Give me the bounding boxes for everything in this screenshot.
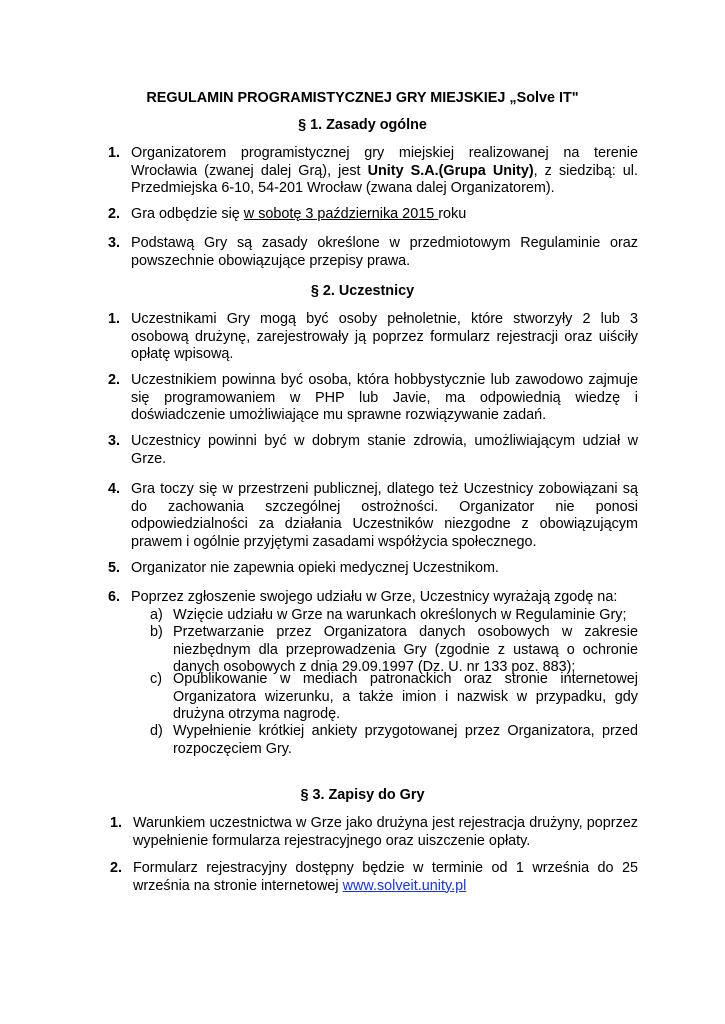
item-text: Organizator nie zapewnia opieki medycznej Uczestnikom. bbox=[131, 560, 499, 576]
item-text: Gra toczy się w przestrzeni publicznej, dlatego też Uczestnicy zobowiązani są do zachowania szczególnej ostrożności. Organizator nie ponosi odpowiedzialności za działania Uczestników niezgodne z obowiązującym prawem i ogólnie przyjętymi zasadami współżycia społecznego. bbox=[131, 481, 638, 550]
section-3-item-1 bbox=[110, 815, 638, 850]
section-1-item-2 bbox=[108, 206, 638, 224]
item-number: 1. bbox=[108, 311, 121, 327]
section-1-item-3 bbox=[108, 235, 638, 270]
item-text: Formularz rejestracyjny dostępny będzie w terminie od 1 września do 25 września na stronie internetowej bbox=[133, 860, 638, 894]
section-2-item-5 bbox=[108, 560, 638, 578]
item-text: Podstawą Gry są zasady określone w przedmiotowym Regulaminie oraz powszechnie obowiązujące przepisy prawa. bbox=[131, 235, 638, 269]
item-text: Uczestnikiem powinna być osoba, która hobbystycznie lub zawodowo zajmuje się programowaniem w PHP lub Javie, ma odpowiednią wiedzę i doświadczenie umożliwiające mu sprawne rozwiązywanie zadań. bbox=[131, 372, 638, 423]
website-link[interactable]: www.solveit.unity.pl bbox=[342, 877, 467, 894]
item-text-continued: , z siedzibą: ul. Przedmiejska 6-10, 54-201 Wrocław (zwana dalej Organizatorem). bbox=[131, 162, 639, 196]
item-text: Uczestnikami Gry mogą być osoby pełnoletnie, które stworzyły 2 lub 3 osobową drużynę, zarejestrowały ją poprzez formularz rejestracji oraz uiściły opłatę wpisową. bbox=[131, 311, 638, 362]
document-title: REGULAMIN PROGRAMISTYCZNEJ GRY MIEJSKIEJ „Solve IT" bbox=[146, 90, 579, 106]
item-number: 2. bbox=[110, 860, 123, 876]
subitem-c bbox=[150, 671, 638, 724]
subitem-text: Przetwarzanie przez Organizatora danych osobowych w zakresie niezbędnym dla przeprowadzenia Gry (zgodnie z ustawą o ochronie danych osobowych z dnia 29.09.1997 (Dz. U. nr 133 poz. 883); bbox=[173, 624, 638, 675]
item-number: 2. bbox=[108, 206, 121, 222]
item-number: 3. bbox=[108, 433, 121, 449]
item-text: Poprzez zgłoszenie swojego udziału w Grze, Uczestnicy wyrażają zgodę na: bbox=[131, 589, 618, 605]
subitem-letter: c) bbox=[150, 671, 162, 687]
subitem-d bbox=[150, 723, 638, 758]
section-2-heading: § 2. Uczestnicy bbox=[310, 283, 415, 299]
subitem-a bbox=[150, 607, 638, 625]
section-3-heading: § 3. Zapisy do Gry bbox=[300, 787, 425, 803]
item-text: Uczestnicy powinni być w dobrym stanie zdrowia, umożliwiającym udział w Grze. bbox=[131, 433, 638, 467]
item-number: 6. bbox=[108, 589, 121, 605]
item-text-continued: roku bbox=[438, 206, 467, 222]
item-text: Organizatorem programistycznej gry miejskiej realizowanej na terenie Wrocławia (zwanej dalej Grą), jest bbox=[131, 145, 638, 179]
section-1-heading: § 1. Zasady ogólne bbox=[298, 117, 427, 133]
subitem-text: Wypełnienie krótkiej ankiety przygotowanej przez Organizatora, przed rozpoczęciem Gry. bbox=[173, 723, 638, 757]
subitem-text: Wzięcie udziału w Grze na warunkach określonych w Regulaminie Gry; bbox=[173, 607, 627, 623]
subitem-b bbox=[150, 624, 638, 677]
subitem-text: Opublikowanie w mediach patronackich oraz stronie internetowej Organizatora wizerunku, a także imion i nazwisk w przypadku, gdy drużyna otrzyma nagrodę. bbox=[173, 671, 638, 722]
section-2-item-2 bbox=[108, 372, 638, 425]
section-3-item-2 bbox=[110, 860, 638, 895]
item-text: Gra odbędzie się bbox=[131, 206, 244, 222]
section-2-item-4 bbox=[108, 481, 638, 551]
section-2-item-3 bbox=[108, 433, 638, 468]
item-number: 3. bbox=[108, 235, 121, 251]
item-number: 2. bbox=[108, 372, 121, 388]
item-number: 1. bbox=[110, 815, 123, 831]
section-2-item-6 bbox=[108, 589, 638, 607]
subitem-letter: d) bbox=[150, 723, 163, 739]
section-2-item-1 bbox=[108, 311, 638, 364]
section-1-item-1 bbox=[108, 145, 638, 198]
subitem-letter: b) bbox=[150, 624, 163, 640]
event-date: w sobotę 3 października 2015 bbox=[243, 206, 439, 222]
item-number: 5. bbox=[108, 560, 121, 576]
organizer-name: Unity S.A.(Grupa Unity) bbox=[367, 162, 534, 179]
item-number: 1. bbox=[108, 145, 121, 161]
item-number: 4. bbox=[108, 481, 121, 497]
subitem-letter: a) bbox=[150, 607, 163, 623]
item-text: Warunkiem uczestnictwa w Grze jako drużyna jest rejestracja drużyny, poprzez wypełnienie formularza rejestracyjnego oraz uiszczenie opłaty. bbox=[133, 815, 638, 849]
